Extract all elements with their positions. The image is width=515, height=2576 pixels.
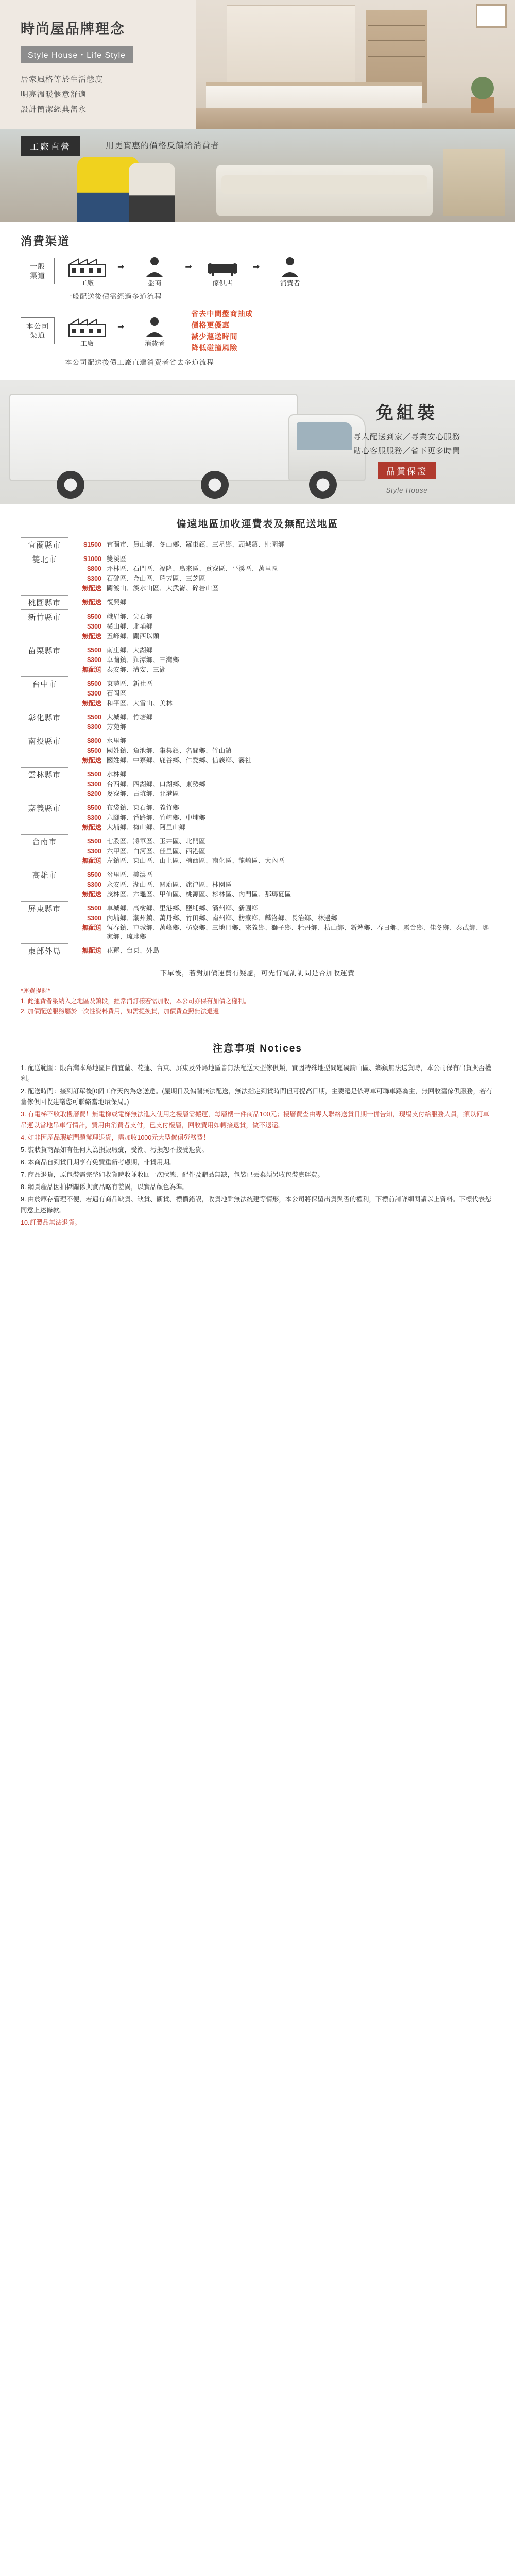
- region-cell: 台南市: [21, 835, 68, 868]
- fee-table-title: 偏遠地區加收運費表及無配送地區: [176, 519, 339, 530]
- fee-item: [72, 780, 491, 789]
- fee-item: [72, 880, 491, 889]
- fee-item: [72, 613, 491, 621]
- fee-price: $1500: [83, 540, 101, 548]
- region-items: [68, 902, 494, 944]
- fee-places: 水里鄉: [107, 737, 127, 744]
- fee-item: [72, 632, 491, 641]
- fee-price: $300: [87, 656, 101, 664]
- flow-node-store: [199, 254, 246, 287]
- flow-node-consumer-label: 消費者: [280, 279, 300, 287]
- list-item: 5. 裝狀貨商品如有任何人為損毀瑕疵，受潮、污損恕不接受退貨。: [21, 1146, 208, 1154]
- page-root: [0, 0, 515, 1250]
- region-cell: 屏東縣市: [21, 902, 68, 944]
- fee-item: [72, 666, 491, 674]
- region-items: [68, 944, 494, 958]
- brand-mark: Style House: [386, 486, 428, 494]
- truck-wheel-1: [57, 471, 84, 499]
- fee-item: [72, 680, 491, 688]
- worker-decor-2: [129, 163, 175, 222]
- flow-node-factory-label: 工廠: [80, 279, 94, 287]
- general-channel-tag: [21, 258, 55, 284]
- region-items: [68, 610, 494, 643]
- fee-item: [72, 565, 491, 573]
- factory-icon-2: [64, 314, 110, 338]
- fee-price: $300: [87, 914, 101, 922]
- list-item: 4. 如非因產品瑕疵問題辦理退貨，需加收1000元大型傢俱勞務費！: [21, 1134, 210, 1141]
- fee-places: 布袋鎮、東石鄉、義竹鄉: [107, 804, 179, 811]
- table-row: [21, 835, 494, 868]
- table-row: [21, 610, 494, 643]
- delivery-title: 免組裝: [376, 403, 438, 423]
- fee-places: 岔里區、美濃區: [107, 871, 153, 878]
- our-flow: [64, 314, 178, 348]
- fee-subnote: 下單後，若對加價運費有疑慮，可先行電詢詢問是否加收運費: [160, 969, 355, 977]
- fee-item: [72, 574, 491, 583]
- fee-places: 峨眉鄉、尖石鄉: [107, 613, 153, 620]
- region-cell: 彰化縣市: [21, 710, 68, 734]
- fee-places: 卓蘭鎮、獅潭鄉、三灣鄉: [107, 656, 179, 664]
- promo-line-1: 省去中間盤商抽成: [191, 310, 253, 318]
- list-item: 3. 有電梯不收取樓層費！無電梯或電梯無法進入使用之樓層需搬運，每層樓一件商品100元；樓層費查由專人聯絡送貨日期一併告知，現場支付給服務人員，須以何車吊運以當地吊車行情計，費用由消費者支付，已支付樓層，回收費用如轉接退貨，做不退還。: [21, 1111, 489, 1129]
- fee-price: 無配送: [82, 666, 101, 673]
- fee-item: [72, 656, 491, 665]
- list-item: 9. 由於庫存管理不便，若遇有商品缺貨、缺貨、斷貨、標價錯誤，收貨地點無法統建等情形，本公司將保留出貨與否的權利，下標前請詳細閱讀以上資料。下標代表您同意上述條款。: [21, 1196, 491, 1214]
- fee-item: [72, 804, 491, 812]
- flow-node-wholesaler-label: 盤商: [148, 279, 162, 287]
- factory-icon: [64, 254, 110, 278]
- channel-section: [0, 254, 515, 377]
- warning-line-1: 1. 此運費者系納入之地區及鎮段，經常消訂樣若需加收，本公司亦保有加價之權利。: [21, 997, 250, 1005]
- delivery-line-1: 專人配送到家／專業安心服務: [353, 433, 460, 442]
- picture-frame-decor: [476, 4, 507, 28]
- fee-item: [72, 756, 491, 765]
- fee-places: 台西鄉、四湖鄉、口湖鄉、東勢鄉: [107, 780, 206, 788]
- table-row: [21, 677, 494, 710]
- hero-text-block: [21, 18, 216, 117]
- quality-badge: 品質保證: [378, 462, 436, 479]
- fee-places: 恆春鎮、車城鄉、萬峰鄉、枋寮鄉、三地門鄉、來義鄉、獅子鄉、牡丹鄉、枋山鄉、新埤鄉、春日鄉、霧台鄉、佳冬鄉、泰武鄉、瑪家鄉、琉球鄉: [107, 924, 489, 940]
- region-items: [68, 710, 494, 734]
- delivery-banner: [0, 380, 515, 504]
- box-decor: [443, 149, 505, 216]
- region-cell: 南投縣市: [21, 734, 68, 768]
- table-row: [21, 538, 494, 552]
- fee-price: $500: [87, 871, 101, 878]
- fee-price: $500: [87, 680, 101, 687]
- table-row: [21, 596, 494, 610]
- fee-item: [72, 770, 491, 779]
- fee-places: 水林鄉: [107, 770, 127, 778]
- region-cell: 新竹縣市: [21, 610, 68, 643]
- region-cell: 雙北市: [21, 552, 68, 596]
- region-cell: 台中市: [21, 677, 68, 710]
- person-icon-2: [267, 254, 313, 278]
- fee-places: 關渡山、淡水山區、大武崙、碎岩山區: [107, 584, 219, 592]
- flow-node-store-label: 傢俱店: [212, 279, 233, 287]
- our-tag-line-1: 本公司: [26, 322, 49, 330]
- fee-item: [72, 924, 491, 941]
- table-row: [21, 944, 494, 958]
- general-tag-line-2: 渠道: [30, 271, 45, 280]
- fee-item: [72, 646, 491, 655]
- fee-price: $300: [87, 847, 101, 855]
- fee-places: 宜蘭市、員山鄉、冬山鄉、羅東鎮、三星鄉、頭城鎮、壯圍鄉: [107, 540, 285, 548]
- region-cell: 東部外島: [21, 944, 68, 958]
- region-items: [68, 552, 494, 596]
- hero-subtitle: Style House・Life Style: [21, 46, 133, 63]
- fee-item: [72, 540, 491, 549]
- rug-decor: [196, 108, 515, 129]
- fee-places: 和平區、大雪山、美林: [107, 699, 173, 707]
- promo-line-4: 降低碰撞風險: [191, 344, 238, 352]
- our-flow-node-consumer: [131, 314, 178, 348]
- page-title: 時尚屋品牌理念: [21, 21, 125, 37]
- fee-item: [72, 598, 491, 607]
- region-items: [68, 801, 494, 835]
- fee-places: 麥寮鄉、古坑鄉、北港區: [107, 790, 179, 798]
- notices-title: 注意事項 Notices: [213, 1043, 302, 1054]
- region-items: [68, 677, 494, 710]
- fee-places: 雙溪區: [107, 555, 127, 563]
- factory-caption: 用更實惠的價格反饋給消費者: [106, 142, 220, 150]
- table-row: [21, 734, 494, 768]
- list-item: 1. 配送範圍：限台灣本島地區目前宜蘭、花蓮、台東、屏東及外島地區皆無法配送大型傢俱類，實因特殊地型問題礙請山區、鄉鎮無法送貨時，本公司保有出貨與否權利。: [21, 1064, 491, 1082]
- promo-line-2: 價格更優惠: [191, 321, 230, 329]
- fee-places: 芳苑鄉: [107, 723, 127, 731]
- region-items: [68, 734, 494, 768]
- fee-price: $500: [87, 770, 101, 778]
- general-channel-note: 一般配送後價需經過多道流程: [65, 293, 162, 300]
- sofa-icon: [199, 254, 246, 278]
- fee-price: $300: [87, 689, 101, 697]
- region-cell: 嘉義縣市: [21, 801, 68, 835]
- fee-price: $500: [87, 713, 101, 721]
- fee-places: 石岡區: [107, 689, 127, 697]
- region-items: [68, 835, 494, 868]
- warning-heading: *運費提醒*: [21, 987, 50, 994]
- flow-node-consumer: [267, 254, 313, 287]
- table-row: [21, 643, 494, 677]
- region-cell: 桃園縣市: [21, 596, 68, 610]
- fee-places: 六腳鄉、番路鄉、竹崎鄉、中埔鄉: [107, 814, 206, 821]
- promo-line-3: 減少運送時間: [191, 332, 238, 341]
- region-items: [68, 868, 494, 902]
- fee-item: [72, 837, 491, 846]
- table-row: [21, 552, 494, 596]
- table-row: [21, 801, 494, 835]
- general-channel-row: [21, 254, 494, 287]
- fee-item: [72, 790, 491, 799]
- fee-price: 無配送: [82, 823, 101, 831]
- fee-price: 無配送: [82, 699, 101, 707]
- person-icon-3: [131, 314, 178, 338]
- fee-price: $1000: [83, 555, 101, 563]
- list-item: 6. 本商品自到貨日期享有免費重新考慮期，非貨用期。: [21, 1159, 176, 1166]
- hero-banner: [0, 0, 515, 129]
- region-cell: 雲林縣市: [21, 768, 68, 801]
- fee-item: [72, 747, 491, 755]
- list-item: 2. 配送時間：接到訂單後[0個工作天內為您送達。(屋期日及偏關無法配送，無法指定到貨時間但可提高日期，主要遷是依專車可聯車路為主，無回收舊傢俱服務，若有舊傢俱回收建議您可聯絡當地環保局。): [21, 1088, 492, 1106]
- fee-item: [72, 737, 491, 745]
- fee-price: $500: [87, 646, 101, 654]
- hero-line-2: 明亮溫暖愜意舒適: [21, 90, 87, 99]
- fee-price: 無配送: [82, 584, 101, 592]
- fee-item: [72, 699, 491, 708]
- truck-wheel-2: [201, 471, 229, 499]
- fee-price: $300: [87, 880, 101, 888]
- factory-label: 工廠直營: [21, 136, 80, 156]
- fee-item: [72, 584, 491, 593]
- wall-panel-decor: [227, 5, 355, 82]
- fee-item: [72, 555, 491, 564]
- arrow-icon-2: ➡: [185, 262, 192, 272]
- fee-price: $800: [87, 565, 101, 572]
- hero-line-1: 居家風格等於生活態度: [21, 75, 104, 84]
- fee-places: 永安區、湖山區、關廟區、旗津區、林園區: [107, 880, 232, 888]
- fee-item: [72, 622, 491, 631]
- hero-line-3: 設計簡潔經典雋永: [21, 105, 87, 114]
- table-row: [21, 710, 494, 734]
- fee-item: [72, 814, 491, 822]
- our-channel-tag: [21, 317, 55, 344]
- fee-places: 六甲區、白河區、佳里區、西港區: [107, 847, 206, 855]
- fee-price: $300: [87, 780, 101, 788]
- fee-item: [72, 946, 491, 955]
- our-flow-node-factory: [64, 314, 110, 348]
- arrow-icon-3: ➡: [252, 262, 260, 272]
- fee-places: 泰安鄉、清安、三湖: [107, 666, 166, 673]
- fee-places: 七股區、將軍區、玉井區、北門區: [107, 837, 206, 845]
- fee-price: $500: [87, 804, 101, 811]
- fee-price: $800: [87, 737, 101, 744]
- fee-item: [72, 871, 491, 879]
- fee-item: [72, 904, 491, 913]
- table-row: [21, 868, 494, 902]
- delivery-line-2: 貼心客服服務／省下更多時間: [353, 447, 460, 455]
- notices-ol: [21, 1063, 494, 1228]
- general-tag-line-1: 一般: [30, 262, 45, 270]
- region-items: [68, 768, 494, 801]
- plant-decor: [471, 77, 494, 113]
- fee-table-wrap: [0, 537, 515, 958]
- fee-places: 大城鄉、竹塘鄉: [107, 713, 153, 721]
- fee-places: 花蓮、台東、外島: [107, 946, 160, 954]
- fee-price: 無配送: [82, 857, 101, 865]
- fee-price: 無配送: [82, 890, 101, 898]
- fee-price: 無配送: [82, 946, 101, 954]
- fee-places: 南庄鄉、大湖鄉: [107, 646, 153, 654]
- warning-block: [0, 982, 515, 1016]
- fee-price: $500: [87, 613, 101, 620]
- fee-price: $500: [87, 904, 101, 912]
- fee-item: [72, 847, 491, 856]
- our-tag-line-2: 渠道: [30, 331, 45, 340]
- fee-price: $200: [87, 790, 101, 798]
- fee-places: 車城鄉、高樹鄉、里港鄉、鹽埔鄉、滿州鄉、新園鄉: [107, 904, 259, 912]
- fee-places: 國姓鎮、魚池鄉、集集鎮、名間鄉、竹山鎮: [107, 747, 232, 754]
- fee-price: $300: [87, 723, 101, 731]
- fee-price: 無配送: [82, 632, 101, 640]
- list-item: 7. 商品退貨，原包裝需完整如收貨時收並收回一次狀態、配件及贈品無缺，包裝已丟棄須另收包裝處運費。: [21, 1171, 324, 1178]
- fee-item: [72, 857, 491, 866]
- fee-price: $300: [87, 814, 101, 821]
- fee-price: $300: [87, 622, 101, 630]
- fee-places: 五峰鄉、關西以頭: [107, 632, 160, 640]
- fee-places: 復興鄉: [107, 598, 127, 606]
- fee-price: $500: [87, 837, 101, 845]
- fee-places: 坪林區、石門區、福隆、烏來區、貢寮區、平溪區、萬里區: [107, 565, 278, 572]
- hero-photo: [196, 0, 515, 129]
- fee-places: 左鎮區、東山區、山上區、楠西區、南化區、龍崎區、大內區: [107, 857, 285, 865]
- list-item: 8. 網頁產品因拍攝關係與實品略有差異，以實品顏色為準。: [21, 1183, 189, 1191]
- general-flow: [64, 254, 494, 287]
- fee-item: [72, 823, 491, 832]
- fee-item: [72, 890, 491, 899]
- notices-list: [0, 1063, 515, 1250]
- fee-places: 東勢區、新社區: [107, 680, 153, 687]
- fee-table: [21, 537, 494, 958]
- our-flow-node-consumer-label: 消費者: [144, 339, 165, 347]
- fee-item: [72, 713, 491, 722]
- fee-places: 國姓鄉、中寮鄉、鹿谷鄉、仁愛鄉、信義鄉、霧社: [107, 756, 252, 764]
- fee-price: 無配送: [82, 756, 101, 764]
- fee-item: [72, 689, 491, 698]
- fee-price: 無配送: [82, 598, 101, 606]
- fee-places: 內埔鄉、潮州鎮、萬丹鄉、竹田鄉、南州鄉、枋寮鄉、麟洛鄉、長治鄉、林邊鄉: [107, 914, 338, 922]
- table-row: [21, 768, 494, 801]
- arrow-icon-4: ➡: [117, 323, 125, 331]
- fee-item: [72, 914, 491, 923]
- sofa-decor: [216, 165, 433, 216]
- warning-line-2: 2. 加價配送服務屬於一次性資料費用，如需提換貨，加價費查照無法退還: [21, 1008, 219, 1015]
- factory-banner: [0, 129, 515, 222]
- fee-table-body: [21, 538, 494, 958]
- region-items: [68, 538, 494, 552]
- our-flow-node-factory-label: 工廠: [80, 339, 94, 347]
- list-item: 10.訂製品無法退貨。: [21, 1219, 81, 1226]
- fee-places: 橫山鄉、北埔鄉: [107, 622, 153, 630]
- flow-node-wholesaler: [131, 254, 178, 287]
- fee-item: [72, 723, 491, 732]
- region-cell: 高雄市: [21, 868, 68, 902]
- fee-places: 大埔鄉、梅山鄉、阿里山鄉: [107, 823, 186, 831]
- region-cell: 宜蘭縣市: [21, 538, 68, 552]
- truck-body-decor: [9, 394, 298, 481]
- fee-price: $300: [87, 574, 101, 582]
- promo-benefits: [191, 308, 253, 353]
- fee-places: 石碇區、金山區、瑞芳區、三芝區: [107, 574, 206, 582]
- person-icon-1: [131, 254, 178, 278]
- our-channel-row: [21, 308, 494, 353]
- fee-price: $500: [87, 747, 101, 754]
- region-items: [68, 643, 494, 677]
- delivery-text-block: [319, 399, 494, 494]
- region-items: [68, 596, 494, 610]
- table-row: [21, 902, 494, 944]
- our-channel-note: 本公司配送後價工廠直達消費者省去多道流程: [65, 359, 214, 366]
- flow-node-factory: [64, 254, 110, 287]
- hero-lines: [21, 72, 216, 117]
- arrow-icon-1: ➡: [117, 262, 125, 272]
- channel-section-title: 消費渠道: [21, 235, 71, 248]
- fee-places: 茂林區、六龜區、甲仙區、桃源區、杉林區、內門區、那瑪夏區: [107, 890, 291, 898]
- region-cell: 苗栗縣市: [21, 643, 68, 677]
- fee-price: 無配送: [82, 924, 101, 931]
